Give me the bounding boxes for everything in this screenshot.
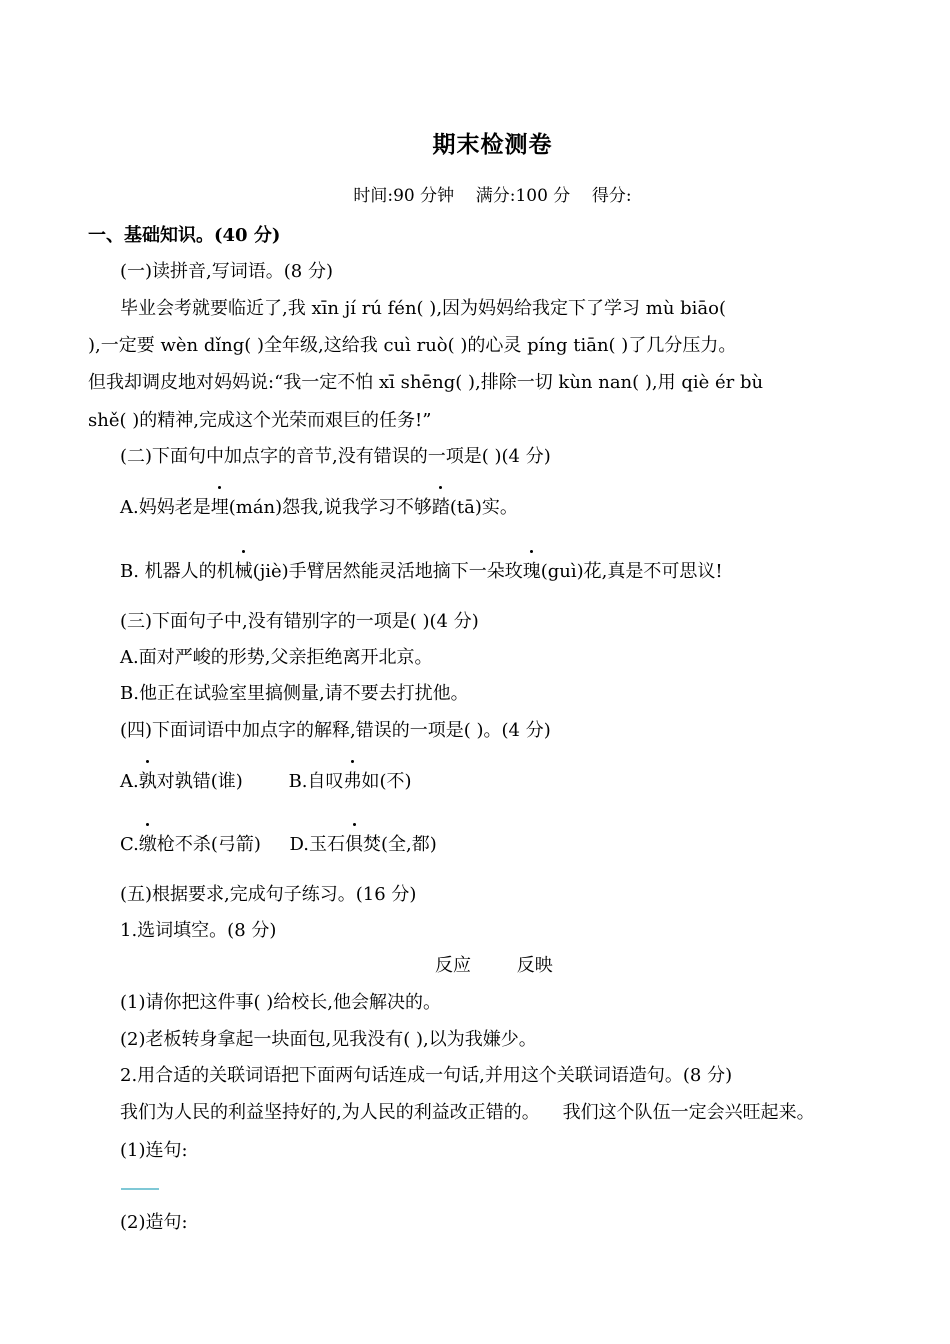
page-title: 期末检测卷 <box>432 131 553 158</box>
q5-item-2: (2)老板转身拿起一块面包,见我没有( ),以为我嫌少。 <box>120 1029 537 1050</box>
q3-option-a: A.面对严峻的形势,父亲拒绝离开北京。 <box>120 647 433 668</box>
q2-heading: (二)下面句中加点字的音节,没有错误的一项是( )(4 分) <box>120 446 551 467</box>
q1-heading: (一)读拼音,写词语。(8 分) <box>120 261 333 282</box>
q4-options-ab: A.孰对孰错(谁) B.自叹弗如(不) <box>120 767 412 793</box>
dotted-char: 缴 <box>139 830 157 856</box>
q1-paragraph-line: 毕业会考就要临近了,我 xīn jí rú fén( ),因为妈妈给我定下了学习 mù biāo( <box>120 298 727 319</box>
dotted-char: 踏 <box>432 493 450 519</box>
q4-options-cd: C.缴枪不杀(弓箭) D.玉石俱焚(全,都) <box>120 830 437 856</box>
q1-paragraph-line: ),一定要 wèn dǐng( )全年级,这给我 cuì ruò( )的心灵 píng tiān( )了几分压力。 <box>88 335 737 356</box>
dotted-char: 埋 <box>211 493 229 519</box>
q5-item-1: (1)请你把这件事( )给校长,他会解决的。 <box>120 992 441 1013</box>
q5-subquestion-1: 1.选词填空。(8 分) <box>120 920 277 941</box>
q5-answer-label-1: (1)连句: <box>120 1140 188 1161</box>
q3-option-b: B.他正在试验室里搞侧量,请不要去打扰他。 <box>120 683 469 704</box>
exam-meta: 时间:90 分钟 满分:100 分 得分: <box>353 186 632 206</box>
section-heading: 一、基础知识。(40 分) <box>88 225 281 246</box>
dotted-char: 孰 <box>139 767 157 793</box>
q3-heading: (三)下面句子中,没有错别字的一项是( )(4 分) <box>120 611 479 632</box>
dotted-char: 械 <box>235 557 253 583</box>
answer-line <box>121 1188 159 1190</box>
q5-subquestion-2: 2.用合适的关联词语把下面两句话连成一句话,并用这个关联词语造句。(8 分) <box>120 1065 733 1086</box>
word-choices: 反应 反映 <box>435 955 553 976</box>
dotted-char: 瑰 <box>523 557 541 583</box>
q2-option-a: A.妈妈老是埋(mán)怨我,说我学习不够踏(tā)实。 <box>120 493 518 519</box>
dotted-char: 俱 <box>345 830 363 856</box>
dotted-char: 弗 <box>344 767 362 793</box>
q5-heading: (五)根据要求,完成句子练习。(16 分) <box>120 884 417 905</box>
q1-paragraph-line: shě( )的精神,完成这个光荣而艰巨的任务!” <box>88 410 432 431</box>
q1-paragraph-line: 但我却调皮地对妈妈说:“我一定不怕 xī shēng( ),排除一切 kùn nan( ),用 qiè ér bù <box>88 372 764 393</box>
q5-answer-label-2: (2)造句: <box>120 1212 188 1233</box>
q4-heading: (四)下面词语中加点字的解释,错误的一项是( )。(4 分) <box>120 720 551 741</box>
q2-option-b: B. 机器人的机械(jiè)手臂居然能灵活地摘下一朵玫瑰(guì)花,真是不可思议! <box>120 557 723 583</box>
q5-source-sentences: 我们为人民的利益坚持好的,为人民的利益改正错的。 我们这个队伍一定会兴旺起来。 <box>120 1102 815 1123</box>
